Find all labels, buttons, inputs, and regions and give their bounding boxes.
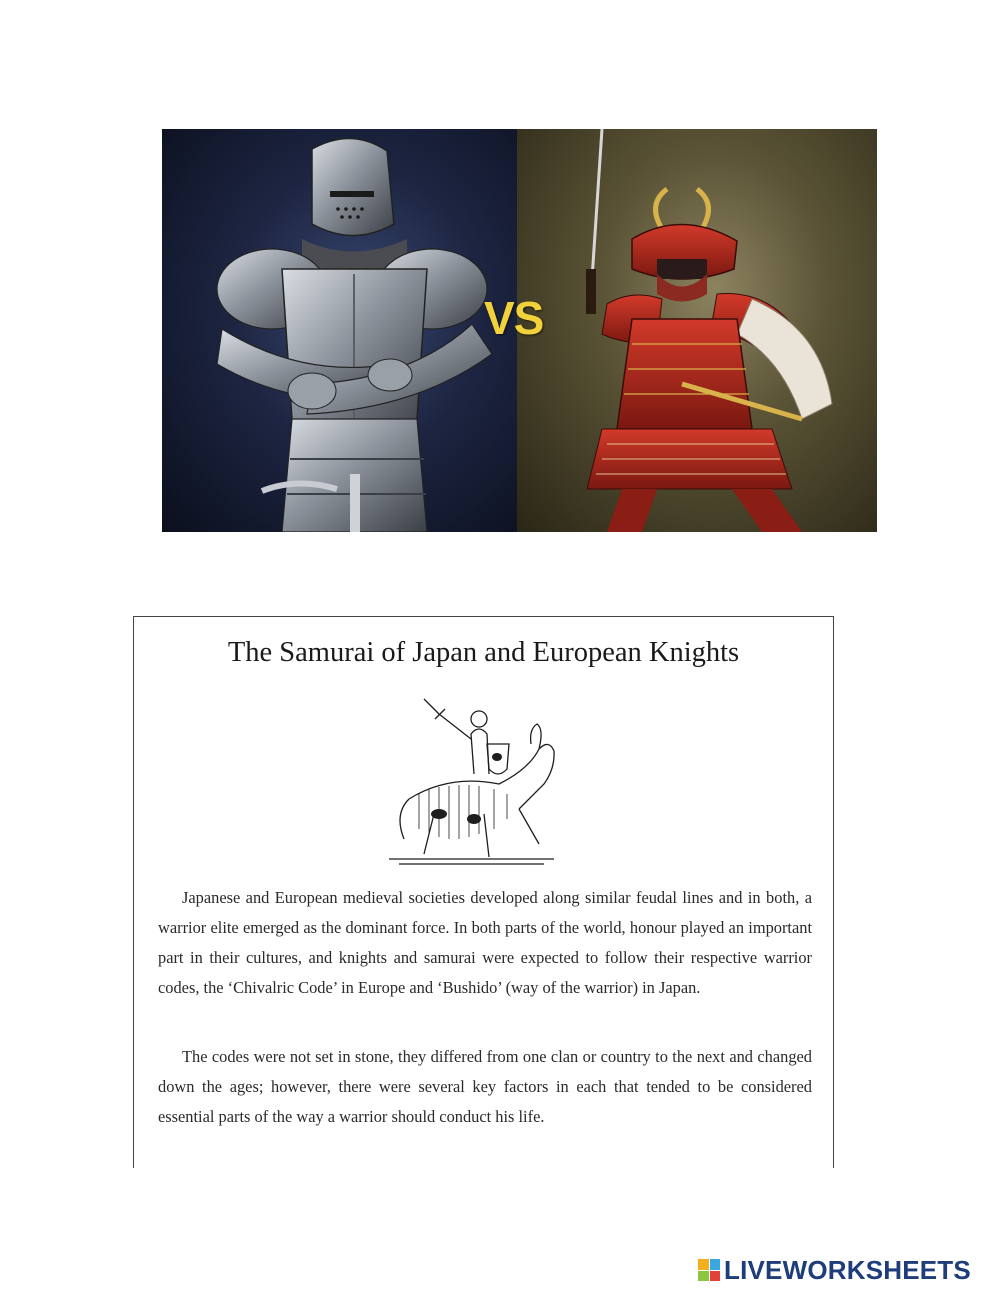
- vs-label: VS: [484, 292, 544, 344]
- watermark-text: LIVEWORKSHEETS: [724, 1254, 971, 1285]
- logo-square: [698, 1259, 709, 1270]
- logo-square: [710, 1259, 721, 1270]
- document-excerpt: [133, 616, 834, 1168]
- samurai-figure: [586, 129, 832, 532]
- paragraph: Japanese and European medieval societies developed along similar feudal lines and in both, a warrior elite emerged as the dominant force. In both parts of the world, honour played an important part in their cultures, and knights and samurai were expected to follow their respective warrior codes, the ‘Chivalric Code’ in Europe and ‘Bushido’ (way of the warrior) in Japan.: [158, 888, 812, 997]
- knight-figure: [217, 138, 492, 532]
- mounted-knight-engraving: [379, 689, 564, 869]
- paragraph: The codes were not set in stone, they differed from one clan or country to the next and changed down the ages; however, there were several key factors in each that tended to be considered essential parts of the way a warrior should conduct his life.: [158, 1047, 812, 1126]
- liveworksheets-logo-icon: [698, 1259, 720, 1281]
- document-title: The Samurai of Japan and European Knights: [227, 637, 740, 668]
- logo-square: [710, 1271, 721, 1282]
- hero-banner: [162, 129, 877, 532]
- liveworksheets-watermark: [698, 1255, 971, 1285]
- logo-square: [698, 1271, 709, 1282]
